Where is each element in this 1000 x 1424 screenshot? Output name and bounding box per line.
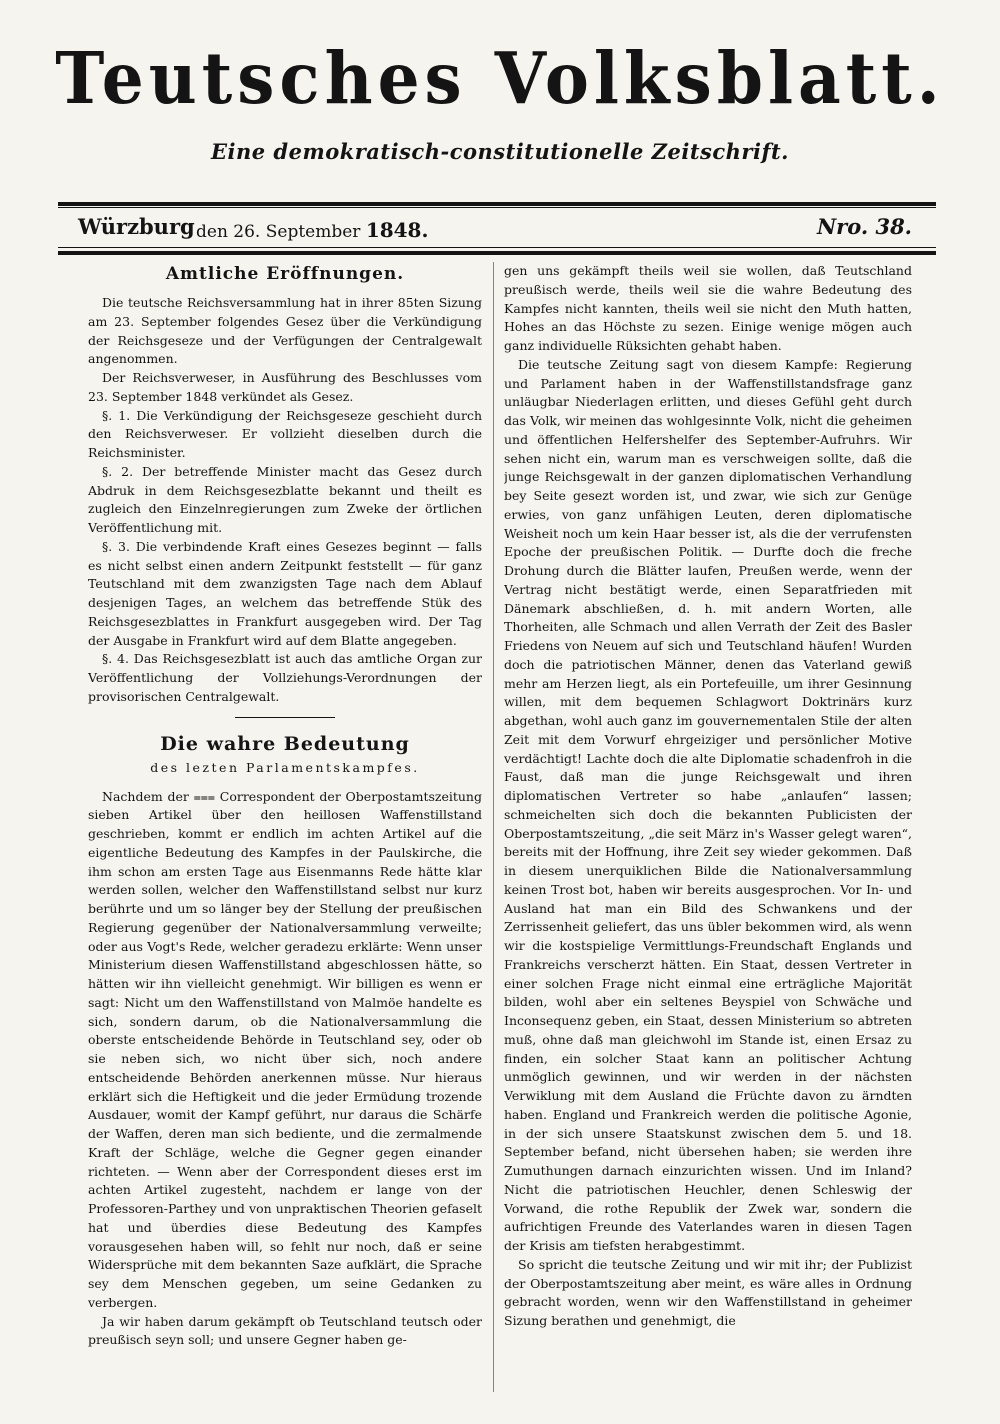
column-right: [504, 262, 912, 1402]
dateline-rule-bottom: [58, 251, 936, 255]
paragraph: Nachdem der ⩶ Correspondent der Oberpostamtszeitung sieben Artikel über den heillosen Waffenstillstand geschrieben, kommt er endlich im achten Artikel auf die eigentliche Bedeutung des Kampfes in der Paulskirche, die ihm schon am ersten Tage aus Eisenmanns Rede hätte klar werden sollen, welcher den Waffenstillstand selbst nur kurz berührte und um so länger bey der Stellung der preußischen Regierung gegenüber der Nationalversammlung verweilte; oder aus Vogt's Rede, welcher geradezu erklärte: Wenn unser Ministerium diesen Waffenstillstand abgeschlossen hätte, so hätten wir ihn vielleicht genehmigt. Wir billigen es wenn er sagt: Nicht um den Waffenstillstand von Malmöe handelte es sich, sondern darum, ob die Nationalversammlung die oberste entscheidende Behörde in Teutschland sey, oder ob sie neben sich, wo nicht über sich, noch andere entscheidende Behörden anerkennen müsse. Nur hieraus erklärt sich die Heftigkeit und die jeder Ermüdung trozende Ausdauer, womit der Kampf geführt, nur daraus die Schärfe der Waffen, deren man sich bediente, und die zermalmende Kraft der Schläge, welche die Gegner gegen einander richteten. — Wenn aber der Correspondent dieses erst im achten Artikel zugesteht, nachdem er lange von der Professoren-Parthey und von unpraktischen Theorien gefaselt hat und überdies diese Bedeutung des Kampfes vorausgesehen haben will, so fehlt nur noch, daß er seine Widersprüche mit dem bekannten Saze aufklärt, die Sprache sey dem Menschen gegeben, um seine Gedanken zu verbergen.: [88, 788, 482, 1310]
dateline: [78, 212, 918, 246]
newspaper-subtitle: Eine demokratisch-constitutionelle Zeitschrift.: [211, 139, 789, 164]
newspaper-title: Teutsches Volksblatt.: [55, 35, 945, 121]
paragraph: §. 3. Die verbindende Kraft eines Gesezes beginnt — falls es nicht selbst einen andern Zeitpunkt feststellt — für ganz Teutschland mit dem zwanzigsten Tage nach dem Ablauf desjenigen Tages, an welchem das betreffende Stük des Reichsgesezblattes in Frankfurt ausgegeben wird. Der Tag der Ausgabe in Frankfurt wird auf dem Blatte angegeben.: [88, 538, 482, 648]
paragraph: Ja wir haben darum gekämpft ob Teutschland teutsch oder preußisch seyn soll; und unsere Gegner haben ge-: [88, 1313, 482, 1348]
dateline-year: 1848.: [365, 218, 429, 242]
dateline-day-month: den 26. September: [196, 222, 361, 242]
paragraph: §. 4. Das Reichsgesezblatt ist auch das amtliche Organ zur Veröffentlichung der Vollziehungs-Verordnungen der provisorischen Centralgewalt.: [88, 651, 482, 704]
masthead-rule-top: [58, 202, 936, 206]
paragraph: Die teutsche Zeitung sagt von diesem Kampfe: Regierung und Parlament haben in der Waffenstillstandsfrage ganz unläugbar Niederlagen erlitten, und dieses Gefühl geht durch das Volk, wir meinen das wohlgesinnte Volk, nicht die geheimen und öffentlichen Helfershelfer des September-Aufruhrs. Wir sehen nicht ein, warum man es verschweigen sollte, daß die junge Reichsgewalt in der ganzen diplomatischen Verhandlung bey Seite gesezt worden ist, und zwar, wie sich zur Genüge erwies, von ganz unfähigen Leuten, deren diplomatische Weisheit noch um kein Haar besser ist, als die der verrufensten Epoche der preußischen Politik. — Durfte doch die freche Drohung durch die Blätter laufen, Preußen werde, wenn der Vertrag nicht bestätigt werde, einen Separatfrieden mit Dänemark abschließen, d. h. mit andern Worten, alle Thorheiten, alle Schmach und allen Verrath der Zeit des Basler Friedens von Neuem auf sich und Teutschland häufen! Wurden doch die patriotischen Männer, denen das Vaterland gewiß mehr am Herzen liegt, als ein Portefeuille, um ihrer Gesinnung willen, mit dem bequemen Schlagwort Doktrinärs kurz abgethan, wohl auch ganz im gouvernementalen Stile der alten Zeit mit dem Vorwurf ehrgeiziger und persönlicher Motive verdächtigt! Lachte doch die alte Diplomatie schadenfroh in die Faust, daß man die junge Reichsgewalt und ihren diplomatischen Vertreter so habe „anlaufen“ lassen; schmeichelten sich doch die bekannten Publicisten der Oberpostamtszeitung, „die seit März in's Wasser gelegt waren“, bereits mit der Hoffnung, ihre Zeit sey wieder gekommen. Daß in diesem unerquiklichen Bilde die Nationalversammlung keinen Trost bot, haben wir bereits ausgesprochen. Vor In- und Ausland hat man ein Bild des Schwankens und der Zerrissenheit geliefert, das uns übler bekommen wird, als wenn wir die kostspielige Vermittlungs-Freundschaft Englands und Frankreichs verscherzt hätten. Ein Staat, dessen Vertreter in einer solchen Frage nicht einmal eine erträgliche Majorität bilden, wohl aber ein seltenes Beyspiel von Schwäche und Inconsequenz geben, ein Staat, dessen Ministerium so abtreten muß, ohne daß man gleichwohl im Stande ist, einen Ersaz zu finden, ein solcher Staat kann an politischer Achtung unmöglich gewinnen, und wir werden in der nächsten Verwiklung mit dem Ausland die Früchte davon zu ärndten haben. England und Frankreich werden die politische Agonie, in der sich unsere Staatskunst zwischen dem 5. und 18. September befand, nicht übersehen haben; sie werden ihre Zumuthungen darnach einzurichten wissen. Und im Inland? Nicht die patriotischen Heuchler, denen Schleswig der Vorwand, die rothe Republik der Zwek war, sondern die aufrichtigen Freunde des Vaterlandes waren in diesen Tagen der Krisis am tiefsten herabgestimmt.: [504, 356, 912, 1253]
column-separator: [493, 262, 494, 1392]
paragraph: §. 2. Der betreffende Minister macht das Gesez durch Abdruk in dem Reichsgesezblatte bekannt und theilt es zugleich den Einzelnregierungen zum Zweke der örtlichen Veröffentlichung mit.: [88, 463, 482, 535]
paragraph: §. 1. Die Verkündigung der Reichsgeseze geschieht durch den Reichsverweser. Er vollzieht dieselben durch die Reichsminister.: [88, 407, 482, 460]
masthead: [0, 35, 1000, 166]
paragraph: gen uns gekämpft theils weil sie wollen, daß Teutschland preußisch werde, theils weil sie die wahre Bedeutung des Kampfes nicht kannten, theils weil sie nicht den Muth hatten, Hohes an das Höchste zu sezen. Einige wenige mögen auch ganz individuelle Rüksichten gehabt haben.: [504, 263, 912, 353]
column-left: [88, 262, 482, 1402]
dateline-rule-thin: [58, 247, 936, 248]
article-headline: Die wahre Bedeutung: [160, 732, 410, 755]
issue-number: Nro. 38.: [816, 214, 912, 239]
section-divider: [235, 717, 335, 718]
paragraph: Die teutsche Reichsversammlung hat in ihrer 85ten Sizung am 23. September folgendes Gesez über die Verkündigung der Reichsgeseze und der Verfügungen der Centralgewalt angenommen.: [88, 295, 482, 367]
masthead-rule-top-thin: [58, 207, 936, 208]
section-heading-official: Amtliche Eröffnungen.: [165, 264, 405, 284]
dateline-city: Würzburg: [78, 214, 195, 239]
article-subheadline: des lezten Parlamentskampfes.: [150, 759, 420, 775]
dateline-date: [196, 218, 428, 242]
paragraph: Der Reichsverweser, in Ausführung des Beschlusses vom 23. September 1848 verkündet als Gesez.: [88, 370, 482, 404]
paragraph: So spricht die teutsche Zeitung und wir mit ihr; der Publizist der Oberpostamtszeitung aber meint, es wäre alles in Ordnung gebracht worden, wenn wir den Waffenstillstand in geheimer Sizung berathen und genehmigt, die: [504, 1256, 912, 1328]
